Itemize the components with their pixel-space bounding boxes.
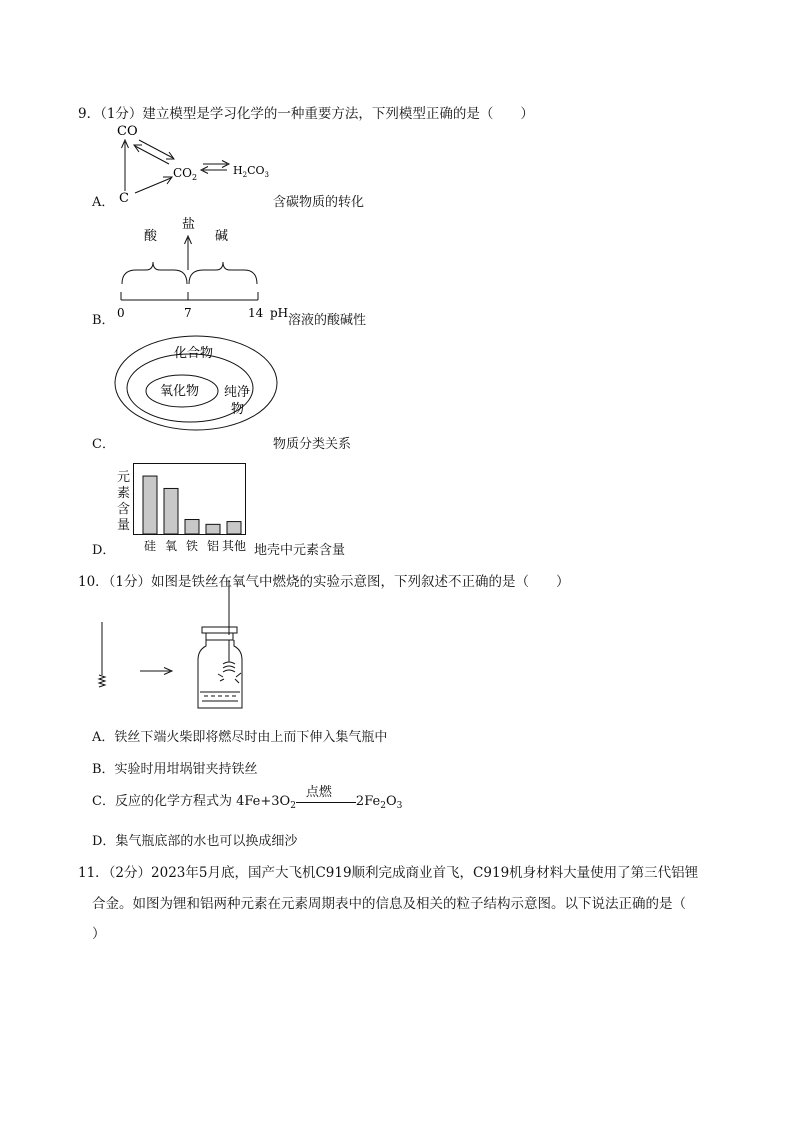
ylabel-4: 量 — [117, 518, 131, 533]
q11-line1: 11．（2分）2023年5月底，国产大飞机C919顺利完成商业首飞，C919机身材料大量使用了第三代铝锂 — [78, 865, 699, 881]
xtick-4: 其他 — [221, 539, 247, 553]
c-label: C — [119, 191, 129, 206]
q11-line3: ） — [92, 926, 106, 942]
q10-optB: B．实验时用坩埚钳夹持铁丝 — [92, 762, 258, 777]
q11-line2: 合金。如图为锂和铝两种元素在元素周期表中的信息及相关的粒子结构示意图。以下说法正确的是（ — [92, 896, 686, 912]
q10-optD: D．集气瓶底部的水也可以换成细沙 — [92, 834, 298, 849]
optC-sub1: 2 — [290, 801, 296, 811]
h2co3-label: $H_2CO_3$ — [233, 164, 269, 179]
ylabel-1: 元 — [117, 470, 131, 485]
optC-prefix: C．反应的化学方程式为 4Fe+3O — [92, 794, 291, 809]
q9-optB-letter: B． — [92, 313, 115, 328]
tick-0: 0 — [117, 306, 125, 320]
ylabel-3: 含 — [117, 502, 131, 517]
bar-2 — [185, 520, 199, 534]
ylabel-2: 素 — [117, 486, 131, 501]
ph-label: pH — [270, 306, 289, 320]
ph-scale-diagram — [110, 212, 290, 324]
tick-14: 14 — [248, 306, 264, 320]
tick-7: 7 — [184, 306, 192, 320]
bar-3 — [206, 524, 220, 534]
carbon-conversion-diagram — [105, 118, 285, 213]
oxide-label: 氧化物 — [160, 384, 200, 399]
optC-product: 2Fe — [355, 794, 381, 809]
pure-label-1: 纯净 — [224, 385, 251, 400]
q9-optC-letter: C． — [92, 437, 115, 452]
pure-label-2: 物 — [231, 402, 245, 417]
classification-diagram — [112, 333, 282, 433]
acid-label: 酸 — [144, 229, 158, 244]
q9-optA-letter: A． — [92, 195, 115, 210]
reaction-condition: 点燃 — [296, 791, 356, 805]
q9-optD-letter: D． — [92, 543, 116, 558]
q9-optA-caption: 含碳物质的转化 — [273, 195, 365, 210]
q9-optB-caption: 溶液的酸碱性 — [288, 313, 367, 328]
bar-1 — [164, 488, 178, 534]
xtick-3: 铝 — [206, 539, 220, 553]
crust-element-chart — [133, 463, 249, 559]
compound-label: 化合物 — [174, 346, 214, 361]
xtick-1: 氧 — [164, 539, 178, 553]
xtick-2: 铁 — [185, 539, 199, 553]
base-label: 碱 — [215, 229, 229, 244]
q10-optC: C．反应的化学方程式为 $4Fe+3O_2$ 点燃 $2Fe_2O_3$ — [92, 785, 403, 811]
q10-stem: 10．（1分）如图是铁丝在氧气中燃烧的实验示意图，下列叙述不正确的是（ ） — [78, 574, 570, 590]
bar-4 — [227, 522, 241, 534]
co2-label: $CO_2$ — [173, 166, 198, 182]
q9-optD-caption: 地壳中元素含量 — [254, 543, 346, 558]
salt-label: 盐 — [182, 217, 196, 232]
co-label: CO — [117, 124, 138, 139]
q9-stem: 9．（1分）建立模型是学习化学的一种重要方法，下列模型正确的是（ ） — [78, 106, 534, 122]
q10-optA: A．铁丝下端火柴即将燃尽时由上而下伸入集气瓶中 — [92, 730, 388, 745]
q9-optC-caption: 物质分类关系 — [273, 437, 352, 452]
iron-combustion-illustration — [92, 580, 252, 715]
xtick-0: 硅 — [143, 539, 157, 553]
bar-0 — [143, 476, 157, 534]
